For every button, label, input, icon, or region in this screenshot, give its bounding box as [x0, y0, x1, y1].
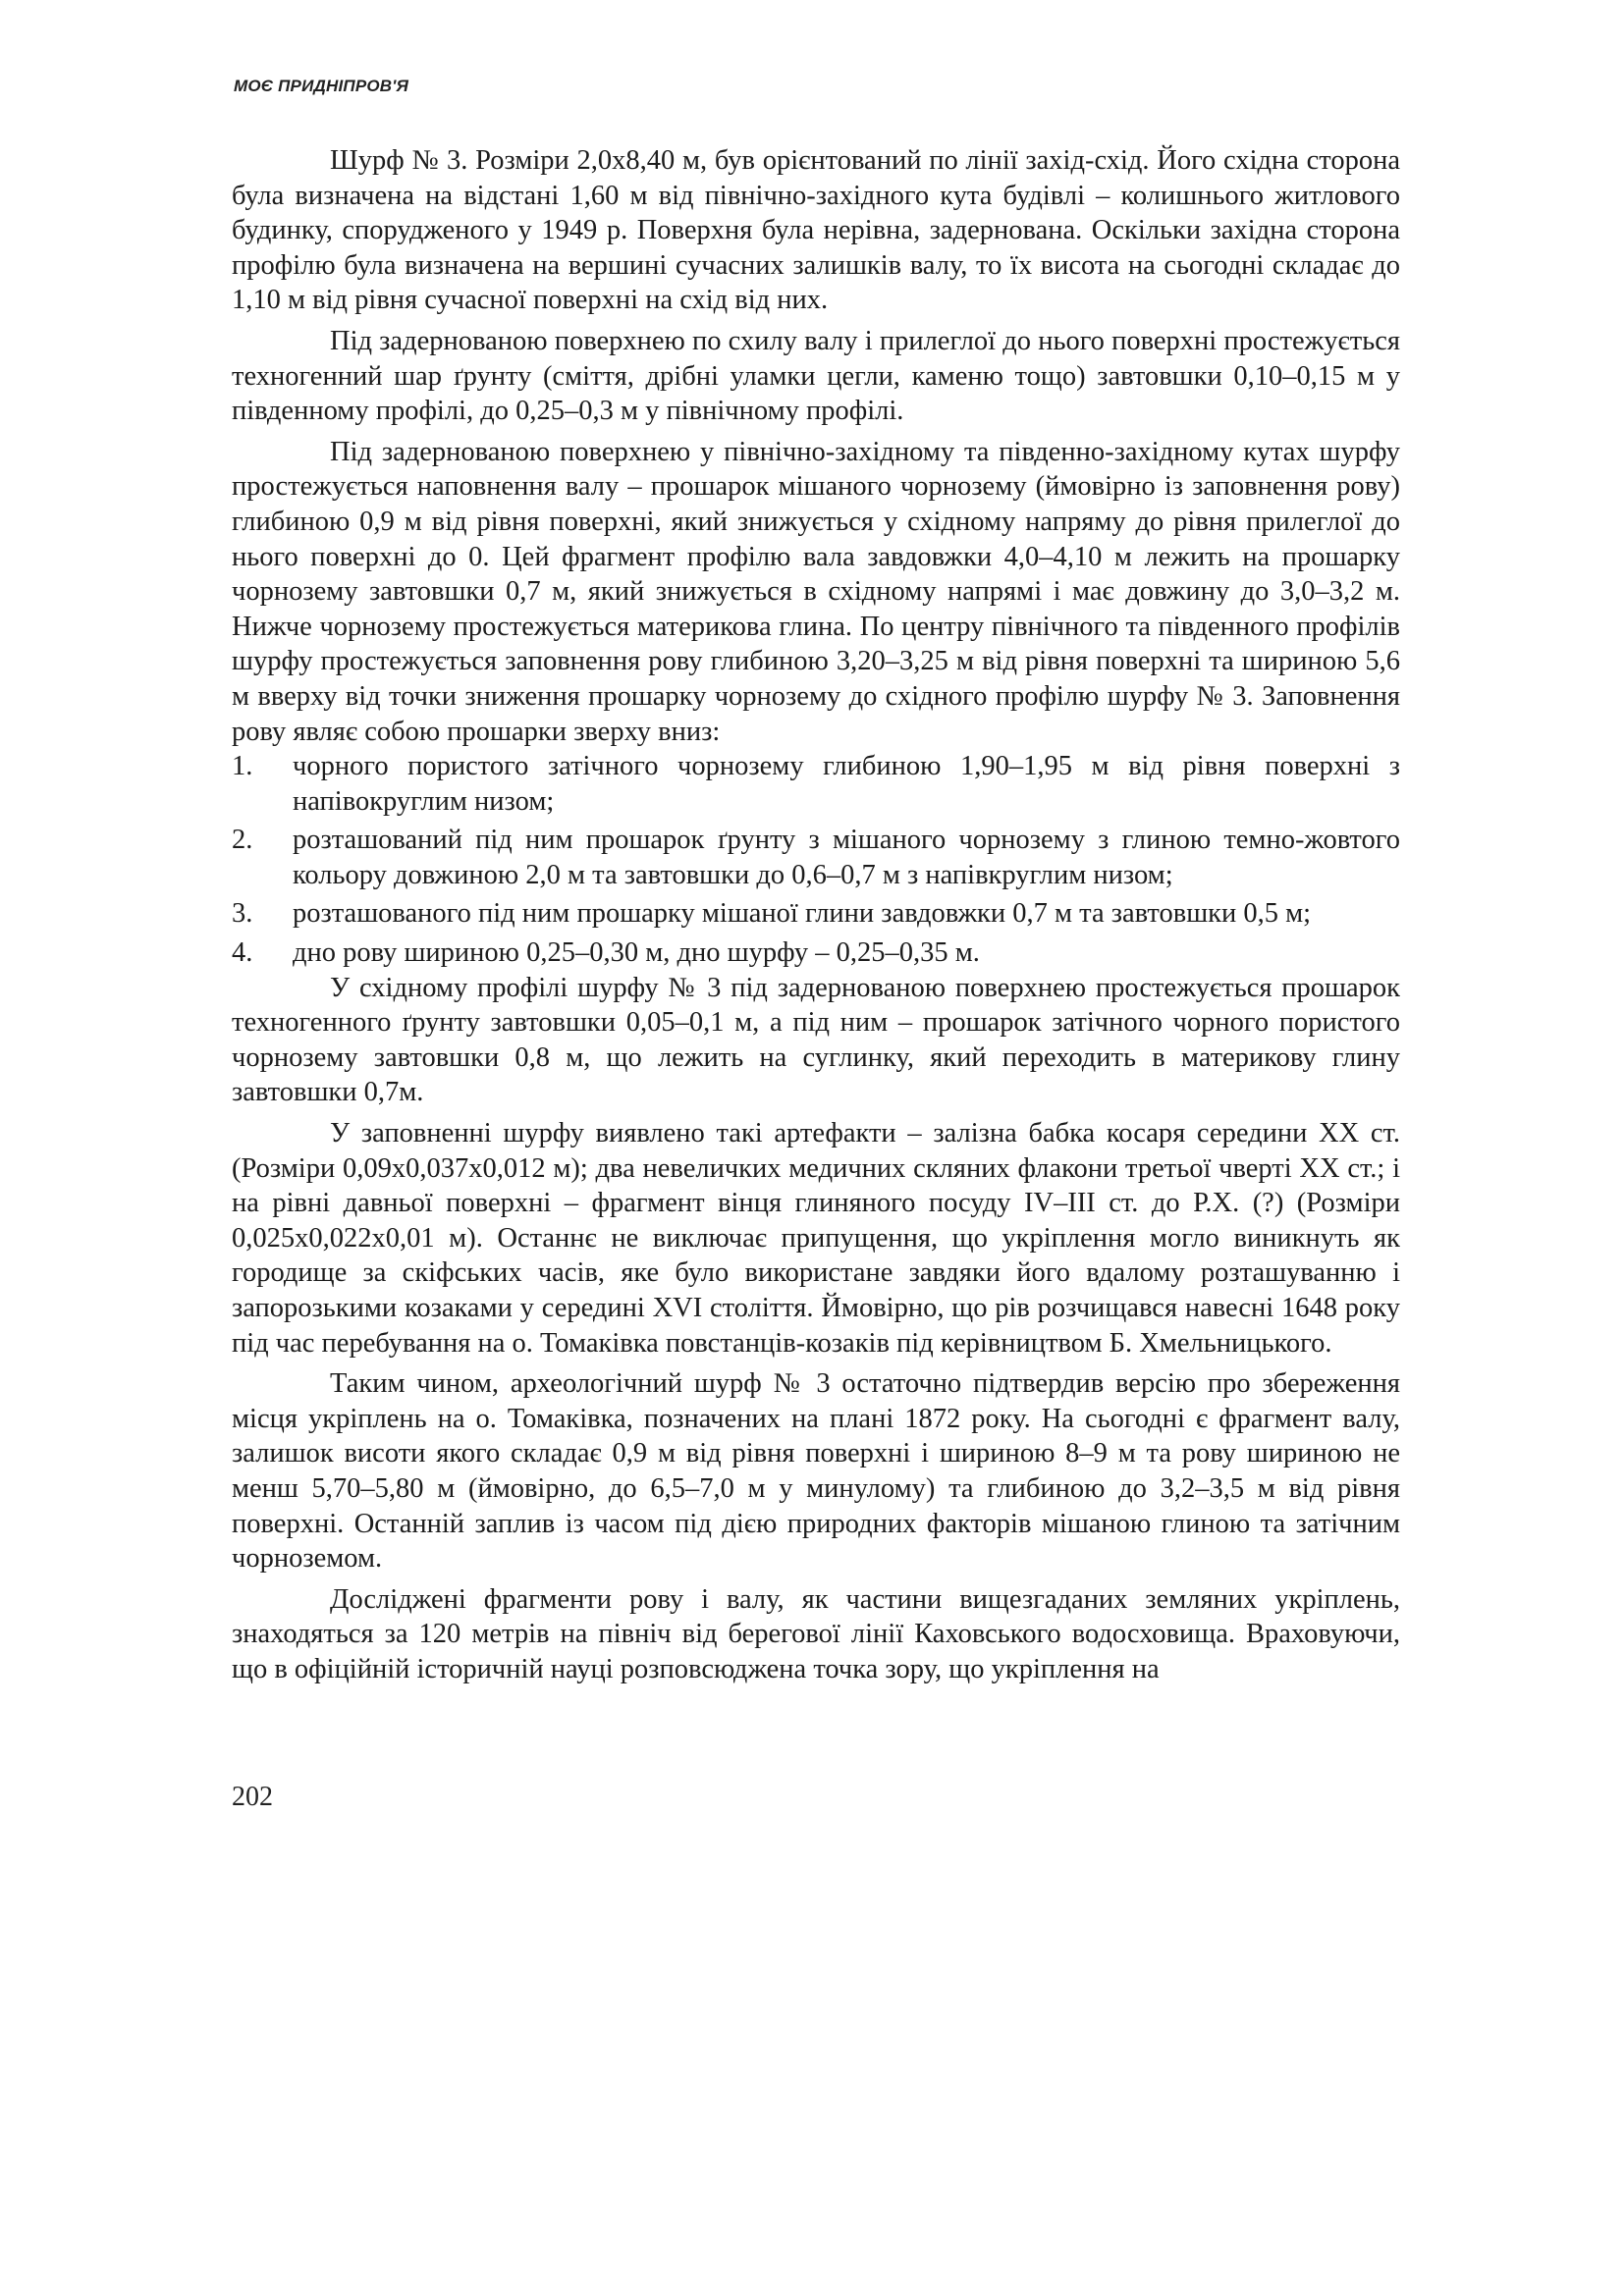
list-item: [232, 935, 1400, 971]
paragraph: Під задернованою поверхнею у північно-західному та південно-західному кутах шурфу простежується наповнення валу – прошарок мішаного чорнозему (ймовірно із заповнення рову) глибиною 0,9 м від рівня поверхні, який знижується у східному напряму до рівня прилеглої до нього поверхні до 0. Цей фрагмент профілю вала завдовжки 4,0–4,10 м лежить на прошарку чорнозему завтовшки 0,7 м, який знижується в східному напрямі і має довжину до 3,0–3,2 м. Нижче чорнозему простежується материкова глина. По центру північного та південного профілів шурфу простежується заповнення рову глибиною 3,20–3,25 м від рівня поверхні та шириною 5,6 м вверху від точки зниження прошарку чорнозему до східного профілю шурфу № 3. Заповнення рову являє собою прошарки зверху вниз:: [232, 436, 1400, 747]
paragraph: У східному профілі шурфу № 3 під задернованою поверхнею простежується прошарок техногенного ґрунту завтовшки 0,05–0,1 м, а під ним – прошарок затічного чорного пористого чорнозему завтовшки 0,8 м, що лежить на суглинку, який переходить в материкову глину завтовшки 0,7м.: [232, 972, 1400, 1108]
paragraph: Таким чином, археологічний шурф № 3 остаточно підтвердив версію про збереження місця укріплень на о. Томаківка, позначених на плані 1872 року. На сьогодні є фрагмент валу, залишок висоти якого складає 0,9 м від рівня поверхні і шириною 8–9 м та рову шириною не менш 5,70–5,80 м (ймовірно, до 6,5–7,0 м у минулому) та глибиною до 3,2–3,5 м від рівня поверхні. Останній заплив із часом під дією природних факторів мішаною глиною та затічним чорноземом.: [232, 1368, 1400, 1575]
list-item: [232, 823, 1400, 892]
list-item-number: 4.: [232, 937, 253, 969]
paragraph: У заповненні шурфу виявлено такі артефакти – залізна бабка косаря середини ХХ ст. (Розміри 0,09х0,037х0,012 м); два невеличких медичних скляних флакони третьої чверті ХХ ст.; і на рівні давньої поверхні – фрагмент вінця глиняного посуду IV–ІІІ ст. до Р.Х. (?) (Розміри 0,025х0,022х0,01 м). Останнє не виключає припущення, що укріплення могло виникнуть як городище за скіфських часів, яке було використане завдяки його вдалому розташуванню і запорозькими козаками у середині XVI століття. Ймовірно, що рів розчищався навесні 1648 року під час перебування на о. Томаківка повстанців-козаків під керівництвом Б. Хмельницького.: [232, 1118, 1400, 1359]
list-item-number: 3.: [232, 898, 253, 930]
list-item: [232, 749, 1400, 819]
list-item-number: 1.: [232, 751, 253, 782]
list-item-number: 2.: [232, 825, 253, 856]
list-item-text: дно рову шириною 0,25–0,30 м, дно шурфу – 0,25–0,35 м.: [293, 937, 980, 969]
paragraph: Під задернованою поверхнею по схилу валу і прилеглої до нього поверхні простежується техногенний шар ґрунту (сміття, дрібні уламки цегли, каменю тощо) завтовшки 0,10–0,15 м у південному профілі, до 0,25–0,3 м у північному профілі.: [232, 325, 1400, 427]
list-item-text: розташованого під ним прошарку мішаної глини завдовжки 0,7 м та завтовшки 0,5 м;: [293, 898, 1312, 930]
running-header: МОЄ ПРИДНІПРОВ'Я: [234, 77, 409, 95]
list-item-text: чорного пористого затічного чорнозему глибиною 1,90–1,95 м від рівня поверхні з напівокруглим низом;: [293, 751, 1400, 817]
list-item-text: розташований під ним прошарок ґрунту з мішаного чорнозему з глиною темно-жовтого кольору довжиною 2,0 м та завтовшки до 0,6–0,7 м з напівкруглим низом;: [293, 825, 1400, 890]
paragraph: Шурф № 3. Розміри 2,0х8,40 м, був орієнтований по лінії захід-схід. Його східна сторона була визначена на відстані 1,60 м від північно-західного кута будівлі – колишнього житлового будинку, спорудженого у 1949 р. Поверхня була нерівна, задернована. Оскільки західна сторона профілю була визначена на вершині сучасних залишків валу, то їх висота на сьогодні складає до 1,10 м від рівня сучасної поверхні на схід від них.: [232, 145, 1400, 316]
page-number: 202: [232, 1782, 273, 1812]
numbered-list: [232, 749, 1400, 971]
body-text: [232, 143, 1400, 1687]
paragraph: Досліджені фрагменти рову і валу, як частини вищезгаданих земляних укріплень, знаходяться за 120 метрів на північ від берегової лінії Каховського водосховища. Враховуючи, що в офіційній історичній науці розповсюджена точка зору, що укріплення на: [232, 1583, 1400, 1684]
list-item: [232, 896, 1400, 932]
